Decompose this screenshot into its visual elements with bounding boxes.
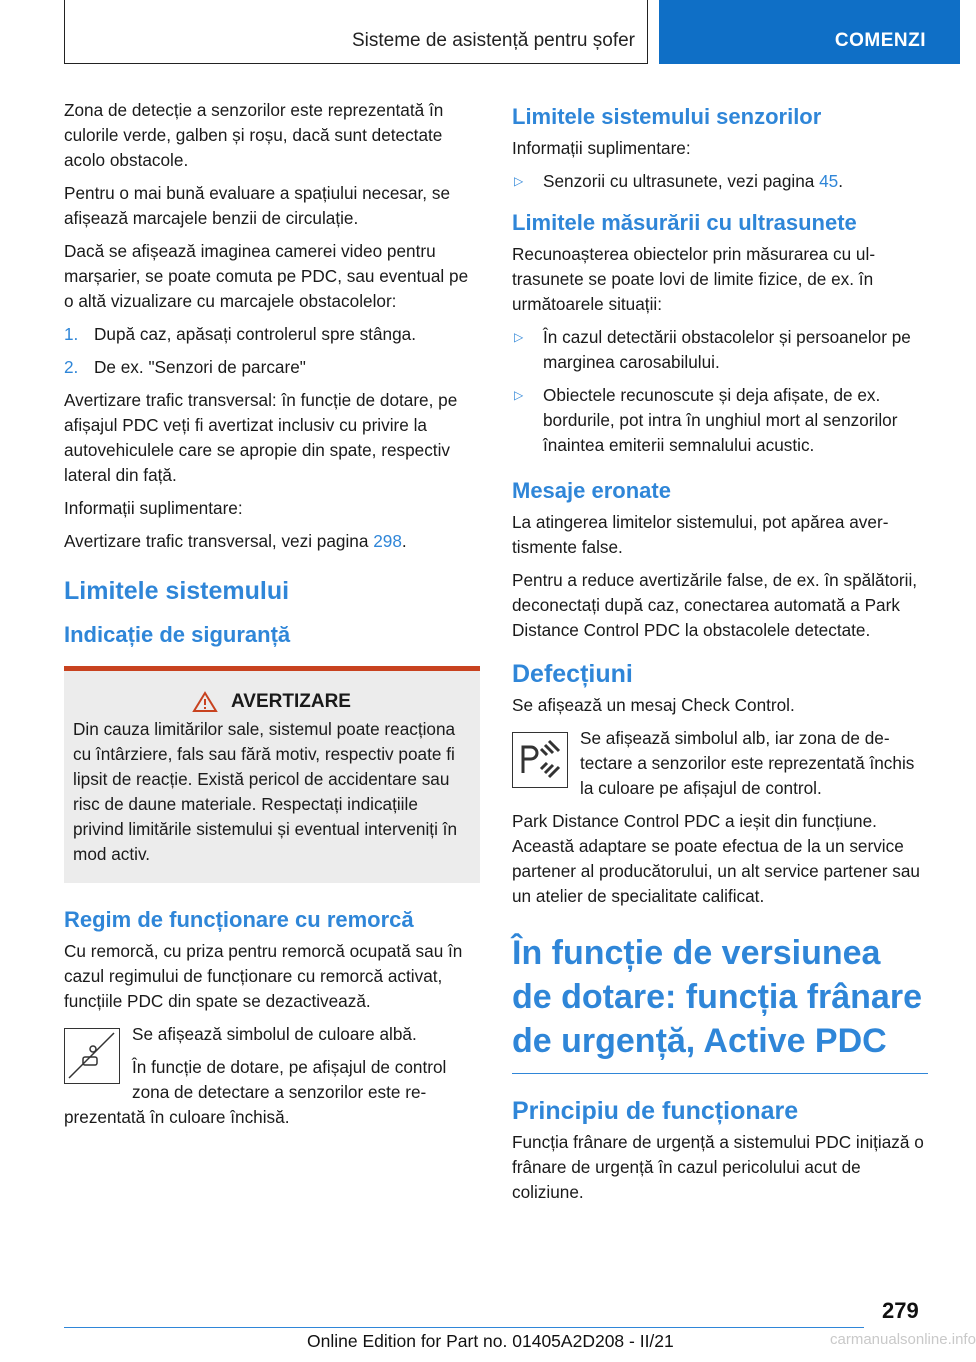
heading-ultrasound-limits: Limitele măsurării cu ultrasunete — [512, 210, 857, 235]
bullet-triangle-icon: ▷ — [514, 174, 524, 188]
paragraph: Park Distance Control PDC a ieșit din funcțiune. Această adaptare se poate efectua de la un service partener al producătorului, un alt service partener sau un atelier de specialitate calificat. — [512, 811, 920, 906]
bullet-triangle-icon: ▷ — [514, 330, 524, 344]
warning-triangle-icon — [193, 692, 217, 712]
paragraph: Recunoașterea obiectelor prin măsurarea cu ultrasunete se poate lovi de limite fizice, de ex. în următoarele situații: — [512, 244, 876, 314]
paragraph: Avertizare trafic transversal: în funcție de dotare, pe afișajul PDC veți fi avertizat inclusiv cu privire la autovehiculele care se apropie din spate, respectiv lateral din față. — [64, 390, 458, 485]
bullet-text: Obiectele recunoscute și deja afișate, de ex. bordurile, pot intra în unghiul mort al senzorilor înaintea emiterii semnalului acustic. — [543, 385, 898, 455]
paragraph: În funcție de dotare, pe afișajul de control zona de detectare a senzorilor este reprezentată în culoare închisă. — [64, 1057, 447, 1127]
paragraph: Zona de detecție a senzorilor este reprezentată în culorile verde, galben și roșu, dacă sunt detectate acolo obstacole. — [64, 100, 444, 170]
step-number: 2. — [64, 357, 79, 377]
heading-divider — [512, 1073, 928, 1074]
bullet-triangle-icon: ▷ — [514, 388, 524, 402]
link-suffix: . — [401, 531, 407, 551]
step-number: 1. — [64, 324, 79, 344]
paragraph: Se afișează simbolul de culoare albă. — [132, 1024, 417, 1044]
left-column — [64, 98, 480, 1138]
list-item — [64, 355, 480, 380]
trailer-symbol-icon — [64, 1028, 120, 1084]
bullet-text: În cazul detectării obstacolelor și persoanelor pe marginea carosabilului. — [543, 327, 911, 372]
step-text: După caz, apăsați controlerul spre stânga. — [94, 324, 416, 344]
heading-sensor-limits: Limitele sistemului senzorilor — [512, 104, 822, 129]
warning-box — [64, 666, 480, 883]
pdc-fault-symbol-icon — [512, 732, 568, 788]
paragraph: Se afișează un mesaj Check Control. — [512, 695, 795, 715]
paragraph: Informații suplimentare: — [512, 138, 691, 158]
paragraph: Pentru o mai bună evaluare a spațiului necesar, se afișează marcajele benzii de circulație. — [64, 183, 451, 228]
paragraph: Pentru a reduce avertizările false, de ex. în spălătorii, deconectați după caz, conectarea automată a Park Distance Control PDC la obstacolele detectate. — [512, 570, 918, 640]
warning-text: Din cauza limitărilor sale, sistemul poate reacționa cu întârziere, fals sau fără motiv, respectiv poate fi lipsit de reacție. Există pericol de accidentare sau risc de daune materiale. Respectați indicațiile privind limitările sistemului și eventual interveniți în mod activ. — [73, 719, 458, 864]
symbol-block — [512, 726, 928, 801]
header-section-box — [64, 0, 648, 64]
paragraph: Dacă se afișează imaginea camerei video pentru marșarier, se poate comuta pe PDC, sau eventual pe o altă vizualizare cu marcajele obstacolelor: — [64, 241, 469, 311]
link-suffix: . — [838, 171, 844, 191]
paragraph: Informații suplimentare: — [64, 498, 243, 518]
right-column — [512, 102, 928, 1213]
header-section-title: Sisteme de asistență pentru șofer — [351, 30, 635, 51]
list-item — [512, 169, 928, 194]
footer-edition: Online Edition for Part no. 01405A2D208 - II/21 — [307, 1331, 674, 1351]
paragraph: La atingerea limitelor sistemului, pot apărea avertismente false. — [512, 512, 889, 557]
header-tab-label: COMENZI — [834, 30, 926, 51]
paragraph-with-link — [64, 529, 480, 554]
page-link-298[interactable]: 298 — [373, 531, 402, 551]
heading-faults: Defecțiuni — [512, 660, 633, 688]
paragraph: Funcția frânare de urgență a sistemului PDC inițiază o frânare de urgență în cazul pericolului acut de coliziune. — [512, 1132, 924, 1202]
heading-emergency-braking: În funcție de versiunea de dotare: funcția frânare de urgență, Active PDC — [512, 934, 922, 1060]
page-link-45[interactable]: 45 — [819, 171, 839, 191]
paragraph: Cu remorcă, cu priza pentru remorcă ocupată sau în cazul regimului de funcționare cu remorcă activat, funcțiile PDC din spate se dezactivează. — [64, 941, 463, 1011]
heading-safety-note: Indicație de siguranță — [64, 622, 291, 647]
warning-title — [73, 691, 471, 713]
heading-trailer-mode: Regim de funcționare cu remorcă — [64, 907, 414, 932]
step-text: De ex. "Senzori de parcare" — [94, 357, 306, 377]
paragraph: Se afișează simbolul alb, iar zona de detectare a senzorilor este reprezentată închis la culoare pe afișajul de control. — [580, 728, 915, 798]
watermark: carmanualsonline.info — [830, 1331, 976, 1348]
symbol-block — [64, 1022, 480, 1130]
warning-label: AVERTIZARE — [231, 691, 351, 712]
footer-divider — [64, 1327, 864, 1328]
link-prefix: Senzorii cu ultrasunete, vezi pagina — [543, 171, 820, 191]
list-item — [512, 383, 928, 458]
heading-system-limits: Limitele sistemului — [64, 577, 290, 605]
list-item — [64, 322, 480, 347]
header-tab[interactable] — [659, 0, 960, 64]
list-item — [512, 325, 928, 375]
page-number: 279 — [882, 1298, 919, 1323]
link-prefix: Avertizare trafic transversal, vezi pagina — [64, 531, 374, 551]
heading-principle: Principiu de funcționare — [512, 1097, 799, 1125]
heading-false-messages: Mesaje eronate — [512, 478, 671, 503]
